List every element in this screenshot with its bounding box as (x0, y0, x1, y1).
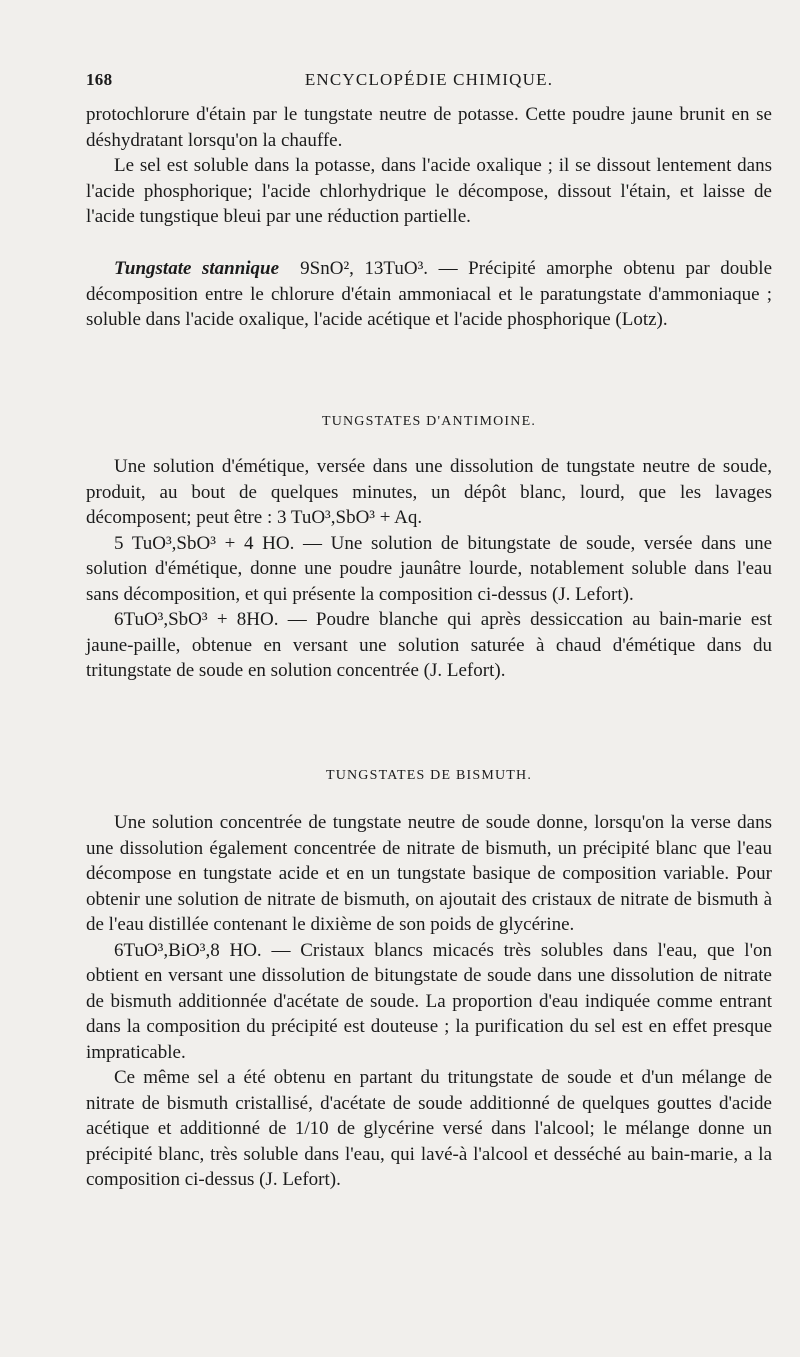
paragraph: Le sel est soluble dans la potasse, dans l'acide oxalique ; il se dissout lentement dans l'acide phosphorique; l'acide chlorhydrique le décompose, dissout l'étain, et laisse de l'acide tungstique bleui par une réduction partielle. (86, 155, 772, 227)
paragraph: 6TuO³,BiO³,8 HO. — Cristaux blancs micacés très solubles dans l'eau, que l'on obtient en versant une dissolution de bitungstate de soude dans une dissolution de nitrate de bismuth additionnée d'acétate de soude. La proportion d'eau indiquée comme entrant dans la composition du précipité est douteuse ; la purification du sel est en effet presque impraticable. (86, 939, 772, 1063)
bismuth-block (86, 810, 772, 1193)
stannique-block (86, 256, 772, 333)
page-number: 168 (86, 70, 113, 89)
paragraph: protochlorure d'étain par le tungstate neutre de potasse. Cette poudre jaune brunit en se déshydratant lorsqu'on la chauffe. (86, 104, 772, 151)
top-text-block (86, 102, 772, 230)
paragraph: Ce même sel a été obtenu en partant du tritungstate de soude et d'un mélange de nitrate de bismuth cristallisé, d'acétate de soude additionné de quelques gouttes d'acide acétique et additionné de 1/10 de glycérine versé dans l'alcool; le mélange donne un précipité blanc, très soluble dans l'eau, qui lavé-à l'alcool et desséché au bain-marie, a la composition ci-dessus (J. Lefort). (86, 1067, 772, 1190)
paragraph (86, 256, 772, 333)
compound-formula: 9SnO², 13TuO³. (300, 258, 429, 279)
running-title: ENCYCLOPÉDIE CHIMIQUE. (304, 70, 554, 89)
compound-name: Tungstate stannique (114, 258, 280, 279)
page-header (86, 70, 772, 92)
paragraph: Une solution concentrée de tungstate neutre de soude donne, lorsqu'on la verse dans une dissolution également concentrée de nitrate de bismuth, un précipité blanc que l'eau décompose en tungstate acide et en un tungstate basique de composition variable. Pour obtenir une solution de nitrate de bismuth, on ajoutait des cristaux de nitrate de bismuth à de l'eau distillée contenant le dixième de son poids de glycérine. (86, 812, 772, 935)
antimoine-block (86, 454, 772, 684)
paragraph: Une solution d'émétique, versée dans une dissolution de tungstate neutre de soude, produit, au bout de quelques minutes, un dépôt blanc, lourd, que les lavages décomposent; peut être : 3 TuO³,SbO³ + Aq. (86, 456, 772, 528)
section-title-bismuth: TUNGSTATES DE BISMUTH. (325, 768, 533, 783)
section-title-antimoine: TUNGSTATES D'ANTIMOINE. (321, 414, 537, 429)
paragraph: 6TuO³,SbO³ + 8HO. — Poudre blanche qui après dessiccation au bain-marie est jaune-paille, obtenue en versant une solution saturée à chaud d'émétique dans du tritungstate de soude en solution concentrée (J. Lefort). (86, 609, 772, 681)
compound-description: — Précipité amorphe obtenu par double décomposition entre le chlorure d'étain ammoniacal et le paratungstate d'ammoniaque ; soluble dans l'acide oxalique, l'acide acétique et l'acide phosphorique (Lotz). (86, 258, 773, 330)
paragraph: 5 TuO³,SbO³ + 4 HO. — Une solution de bitungstate de soude, versée dans une solution d'émétique, donne une poudre jaunâtre lourde, notablement soluble dans l'eau sans décomposition, et qui présente la composition ci-dessus (J. Lefort). (86, 532, 772, 605)
